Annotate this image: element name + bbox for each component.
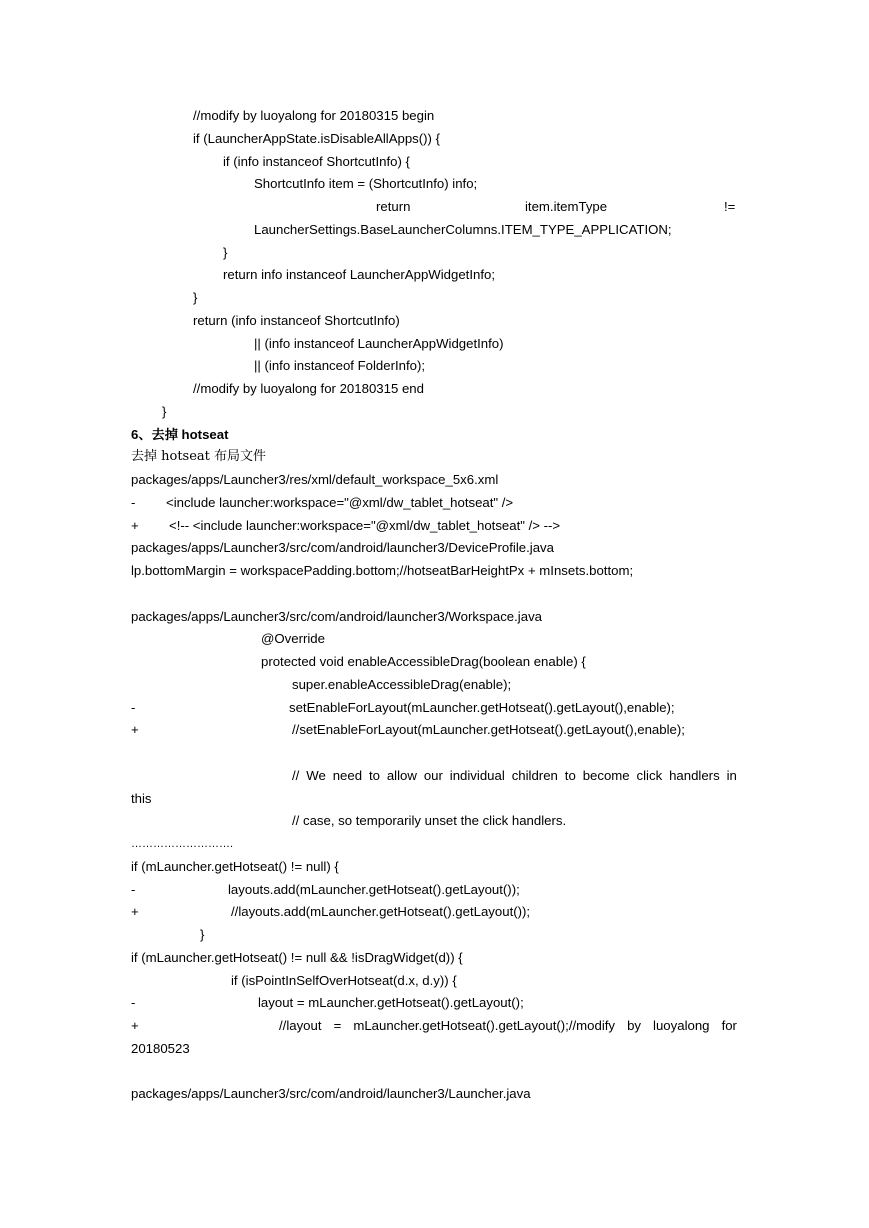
code-line: if (mLauncher.getHotseat() != null && !isDragWidget(d)) { [131,950,463,965]
diff-marker: + [131,518,139,533]
code-comment-line [292,767,737,785]
diff-marker: - [131,700,136,715]
code-line: setEnableForLayout(mLauncher.getHotseat().getLayout(),enable); [289,700,675,715]
code-line: layout = mLauncher.getHotseat().getLayout(); [258,995,524,1010]
code-line: <!-- <include launcher:workspace="@xml/dw_tablet_hotseat" /> --> [169,518,561,533]
code-line: } [200,927,205,942]
code-word: We [306,768,326,783]
code-line: return (info instanceof ShortcutInfo) [193,313,400,328]
ellipsis-line: ………………………. [131,838,234,850]
code-word: item.itemType [525,199,608,214]
code-word: != [724,199,736,214]
code-line: // case, so temporarily unset the click handlers. [292,813,567,828]
code-word: allow [386,768,417,783]
code-line: //setEnableForLayout(mLauncher.getHotseat().getLayout(),enable); [292,722,685,737]
code-word: need [332,768,363,783]
section-subheading: 去掉 hotseat 布局文件 [131,449,267,464]
code-line: if (isPointInSelfOverHotseat(d.x, d.y)) { [231,973,457,988]
code-line: ShortcutInfo item = (ShortcutInfo) info; [254,176,478,191]
code-line: protected void enableAccessibleDrag(boolean enable) { [261,654,586,669]
section-heading: 6、去掉 hotseat [131,427,229,442]
code-line: layouts.add(mLauncher.getHotseat().getLayout()); [228,882,520,897]
code-line: if (LauncherAppState.isDisableAllApps()) { [193,131,441,146]
code-line: 20180523 [131,1041,190,1056]
diff-marker: + [131,1018,139,1033]
code-line: super.enableAccessibleDrag(enable); [292,677,512,692]
diff-marker: - [131,882,136,897]
code-line: this [131,791,152,806]
file-path: packages/apps/Launcher3/src/com/android/launcher3/Workspace.java [131,609,543,624]
code-line: //modify by luoyalong for 20180315 end [193,381,424,396]
code-line: @Override [261,631,325,646]
code-word: //layout [279,1018,322,1033]
code-word: for [721,1018,737,1033]
code-line: || (info instanceof FolderInfo); [254,358,426,373]
code-word: to [564,768,576,783]
file-path: packages/apps/Launcher3/res/xml/default_workspace_5x6.xml [131,472,499,487]
diff-marker: + [131,722,139,737]
diff-marker: - [131,995,136,1010]
code-line: } [193,290,198,305]
code-line: //modify by luoyalong for 20180315 begin [193,108,435,123]
code-word: in [726,768,737,783]
diff-marker: + [131,904,139,919]
code-line: if (info instanceof ShortcutInfo) { [223,154,410,169]
code-word: children [511,768,558,783]
code-line: || (info instanceof LauncherAppWidgetInfo) [254,336,504,351]
code-line: if (mLauncher.getHotseat() != null) { [131,859,339,874]
code-line: } [223,245,228,260]
code-line: return info instanceof LauncherAppWidgetInfo; [223,267,495,282]
file-path: packages/apps/Launcher3/src/com/android/launcher3/Launcher.java [131,1086,531,1101]
code-comment-line [279,1017,737,1035]
code-word: // [292,768,300,783]
code-word: luoyalong [653,1018,710,1033]
code-word: click [636,768,663,783]
code-line: } [162,404,167,419]
code-line: LauncherSettings.BaseLauncherColumns.ITEM_TYPE_APPLICATION; [254,222,672,237]
code-line: lp.bottomMargin = workspacePadding.bottom;//hotseatBarHeightPx + mInsets.bottom; [131,563,634,578]
code-word: to [368,768,380,783]
code-word: handlers [669,768,720,783]
code-word: become [582,768,630,783]
code-word: by [627,1018,641,1033]
code-line: <include launcher:workspace="@xml/dw_tablet_hotseat" /> [166,495,514,510]
code-word: our [423,768,443,783]
code-word: individual [449,768,505,783]
code-word: return [376,199,411,214]
diff-marker: - [131,495,136,510]
code-word: mLauncher.getHotseat().getLayout();//modify [353,1018,616,1033]
code-line: //layouts.add(mLauncher.getHotseat().getLayout()); [231,904,531,919]
file-path: packages/apps/Launcher3/src/com/android/launcher3/DeviceProfile.java [131,540,554,555]
code-word: = [333,1018,342,1033]
